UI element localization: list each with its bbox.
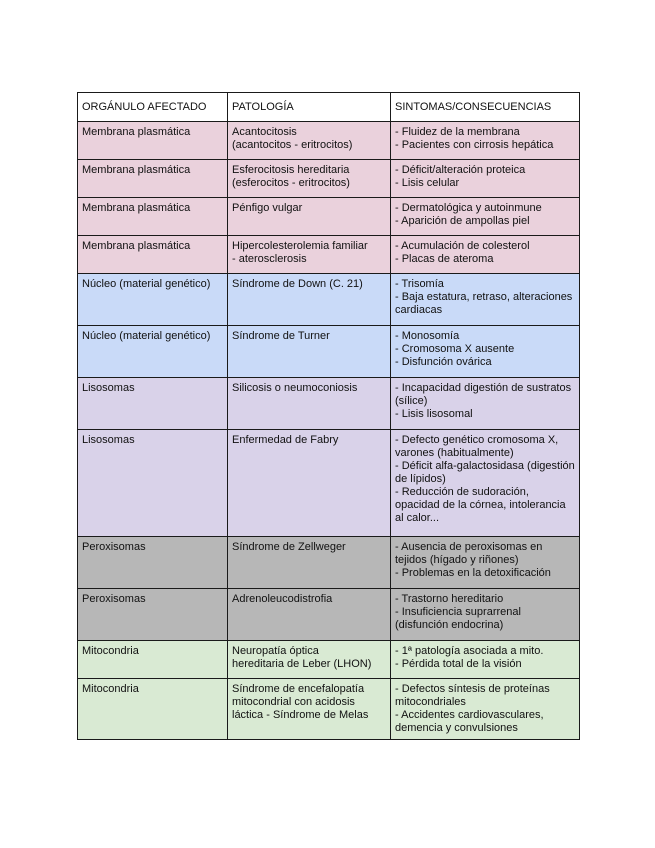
symptoms-cell: - Trastorno hereditario - Insuficiencia suprarrenal (disfunción endocrina)	[391, 589, 580, 641]
table-row	[78, 378, 580, 430]
table-row	[78, 679, 580, 740]
symptoms-cell: - Acumulación de colesterol - Placas de ateroma	[391, 236, 580, 274]
header-organelle: ORGÁNULO AFECTADO	[78, 93, 228, 122]
table-row	[78, 589, 580, 641]
table-row	[78, 236, 580, 274]
pathology-cell: Neuropatía óptica hereditaria de Leber (LHON)	[228, 641, 391, 679]
table-row	[78, 430, 580, 537]
symptoms-cell: - 1ª patología asociada a mito. - Pérdida total de la visión	[391, 641, 580, 679]
symptoms-cell: - Defecto genético cromosoma X, varones (habitualmente) - Déficit alfa-galactosidasa (digestión de lípidos) - Reducción de sudoración, opacidad de la córnea, intolerancia al calor...	[391, 430, 580, 537]
symptoms-cell: - Ausencia de peroxisomas en tejidos (hígado y riñones) - Problemas en la detoxificación	[391, 537, 580, 589]
table-row	[78, 160, 580, 198]
symptoms-cell: - Déficit/alteración proteica - Lisis celular	[391, 160, 580, 198]
pathology-cell: Silicosis o neumoconiosis	[228, 378, 391, 430]
table-row	[78, 537, 580, 589]
table-row	[78, 326, 580, 378]
table-row	[78, 641, 580, 679]
symptoms-cell: - Incapacidad digestión de sustratos (sílice) - Lisis lisosomal	[391, 378, 580, 430]
organelle-cell: Lisosomas	[78, 378, 228, 430]
organelle-cell: Membrana plasmática	[78, 236, 228, 274]
table-row	[78, 122, 580, 160]
pathology-cell: Hipercolesterolemia familiar - aterosclerosis	[228, 236, 391, 274]
table-row	[78, 274, 580, 326]
pathology-cell: Esferocitosis hereditaria (esferocitos - eritrocitos)	[228, 160, 391, 198]
symptoms-cell: - Monosomía - Cromosoma X ausente - Disfunción ovárica	[391, 326, 580, 378]
pathology-cell: Síndrome de Turner	[228, 326, 391, 378]
organelle-cell: Mitocondria	[78, 641, 228, 679]
organelle-cell: Lisosomas	[78, 430, 228, 537]
pathology-cell: Acantocitosis (acantocitos - eritrocitos)	[228, 122, 391, 160]
pathology-cell: Síndrome de Down (C. 21)	[228, 274, 391, 326]
organelle-cell: Mitocondria	[78, 679, 228, 740]
pathology-cell: Enfermedad de Fabry	[228, 430, 391, 537]
organelle-cell: Núcleo (material genético)	[78, 326, 228, 378]
table-row	[78, 198, 580, 236]
organelle-cell: Membrana plasmática	[78, 160, 228, 198]
pathology-cell: Síndrome de Zellweger	[228, 537, 391, 589]
organelle-cell: Membrana plasmática	[78, 122, 228, 160]
pathology-cell: Adrenoleucodistrofia	[228, 589, 391, 641]
pathology-cell: Síndrome de encefalopatía mitocondrial con acidosis láctica - Síndrome de Melas	[228, 679, 391, 740]
symptoms-cell: - Defectos síntesis de proteínas mitocondriales - Accidentes cardiovasculares, demencia y convulsiones	[391, 679, 580, 740]
header-symptoms: SINTOMAS/CONSECUENCIAS	[391, 93, 580, 122]
organelle-cell: Núcleo (material genético)	[78, 274, 228, 326]
symptoms-cell: - Dermatológica y autoinmune - Aparición de ampollas piel	[391, 198, 580, 236]
header-pathology: PATOLOGÍA	[228, 93, 391, 122]
symptoms-cell: - Fluidez de la membrana - Pacientes con cirrosis hepática	[391, 122, 580, 160]
symptoms-cell: - Trisomía - Baja estatura, retraso, alteraciones cardiacas	[391, 274, 580, 326]
pathology-cell: Pénfigo vulgar	[228, 198, 391, 236]
organelle-cell: Membrana plasmática	[78, 198, 228, 236]
organelle-cell: Peroxisomas	[78, 537, 228, 589]
organelle-cell: Peroxisomas	[78, 589, 228, 641]
table-header-row	[78, 93, 580, 122]
pathology-table	[77, 92, 580, 740]
